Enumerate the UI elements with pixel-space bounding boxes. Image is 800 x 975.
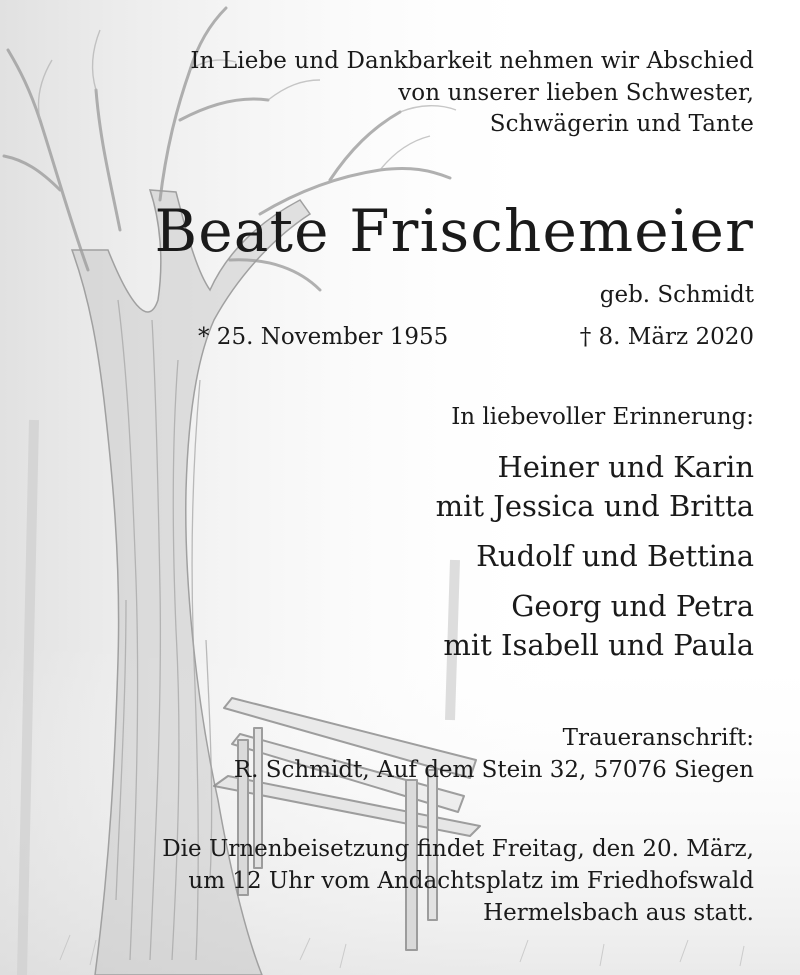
death-date: † 8. März 2020: [579, 324, 754, 350]
burial-line: Hermelsbach aus statt.: [483, 900, 754, 926]
maiden-name: geb. Schmidt: [599, 282, 754, 308]
intro-line: In Liebe und Dankbarkeit nehmen wir Abschied: [190, 48, 754, 74]
family-line: mit Isabell und Paula: [443, 628, 754, 662]
intro-line: Schwägerin und Tante: [489, 111, 754, 137]
family-line: Rudolf und Bettina: [476, 539, 754, 573]
intro-line: von unserer lieben Schwester,: [398, 79, 754, 106]
birth-date: * 25. November 1955: [198, 324, 449, 350]
memory-label: In liebevoller Erinnerung:: [451, 404, 754, 430]
deceased-name: Beate Frischemeier: [154, 197, 754, 265]
burial-info: [162, 833, 754, 929]
family-group: [436, 587, 754, 665]
family-group: [436, 537, 754, 576]
family-group: [436, 448, 754, 526]
family-line: Heiner und Karin: [497, 450, 754, 484]
mourning-address: [234, 722, 754, 786]
life-dates: [0, 320, 800, 354]
burial-line: um 12 Uhr vom Andachtsplatz im Friedhofswald: [188, 868, 754, 894]
family-list: [436, 448, 754, 676]
intro-text: [190, 46, 754, 141]
mourning-address-value: R. Schmidt, Auf dem Stein 32, 57076 Siegen: [233, 757, 754, 783]
burial-line: Die Urnenbeisetzung findet Freitag, den 20. März,: [162, 836, 754, 862]
family-line: Georg und Petra: [511, 589, 754, 623]
mourning-address-label: Traueranschrift:: [562, 725, 754, 751]
family-line: mit Jessica und Britta: [435, 489, 754, 523]
